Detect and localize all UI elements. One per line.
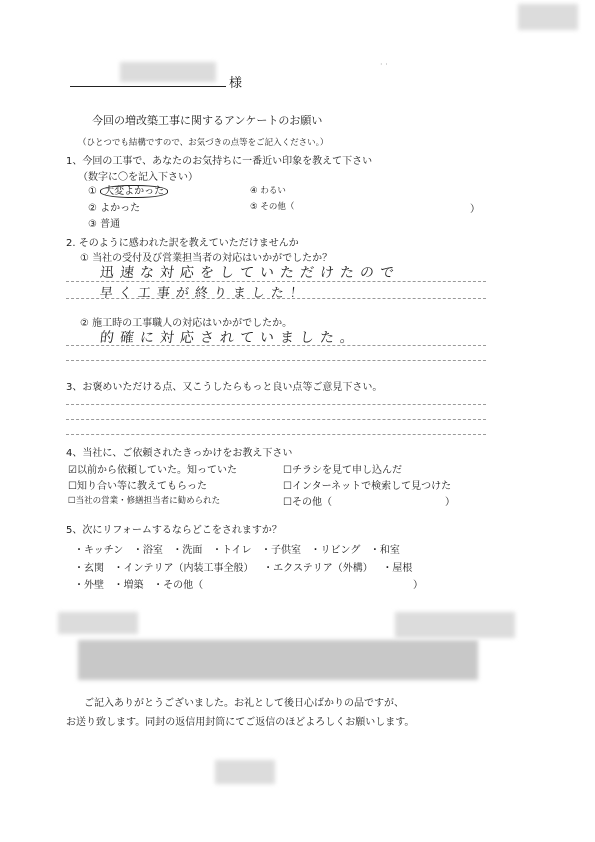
q5-item: ・増築 xyxy=(113,580,144,591)
redacted-block-2 xyxy=(78,640,478,680)
q1-option-label: 普通 xyxy=(100,219,121,230)
q1-option-number: ⑤ xyxy=(250,202,258,212)
q5-item: ・エクステリア（外構） xyxy=(263,563,373,574)
q5-row2 xyxy=(74,559,412,574)
q5-item: ・外壁 xyxy=(74,580,104,591)
q1-other-close: ） xyxy=(470,204,480,215)
recipient-underline xyxy=(70,86,226,87)
instruction-note: （ひとつでも結構ですので、お気づきの点等をご記入ください。） xyxy=(78,138,329,148)
q1-option-number: ④ xyxy=(250,186,258,196)
q1-text: 1、今回の工事で、あなたのお気持ちに一番近い印象を教えて下さい xyxy=(66,156,373,167)
q5-item: ・子供室 xyxy=(261,545,301,556)
q4-option-sales xyxy=(68,494,220,506)
stray-mark: · · xyxy=(380,60,388,69)
answer-line xyxy=(66,360,486,361)
q2-answer1-line2: 早く工事が終りました！ xyxy=(99,286,310,301)
redacted-corner xyxy=(518,4,578,30)
q5-item: ・浴室 xyxy=(132,545,163,556)
q4-option-label: 以前から依頼していた。知っていた xyxy=(76,465,237,476)
answer-line xyxy=(66,345,486,346)
checkbox: ☐ xyxy=(283,465,292,476)
checkbox: ☐ xyxy=(68,496,76,506)
q4-option-label: その他（ xyxy=(291,497,332,508)
page-title: 今回の増改築工事に関するアンケートのお願い xyxy=(92,114,323,127)
checkbox: ☐ xyxy=(283,481,292,492)
q1-option-2 xyxy=(88,199,140,214)
q4-option-previous xyxy=(68,461,237,476)
footer-line-1: ご記入ありがとうございました。お礼として後日心ばかりの品ですが、 xyxy=(84,698,404,709)
q4-option-flyer xyxy=(283,461,402,476)
q4-text: 4、当社に、ご依頼されたきっかけをお教え下さい xyxy=(66,448,293,459)
q5-item: ・玄関 xyxy=(74,563,104,574)
q1-option-label: よかった xyxy=(100,203,141,214)
q5-item: ・トイレ xyxy=(211,545,252,556)
q5-other-close: ） xyxy=(413,580,423,591)
checkbox: ☐ xyxy=(283,497,292,508)
q2-sub1: ① 当社の受付及び営業担当者の対応はいかがでしたか？ xyxy=(80,253,333,264)
checkbox: ☐ xyxy=(68,481,77,492)
answer-line xyxy=(66,419,486,420)
q5-item: ・キッチン xyxy=(74,545,124,556)
q4-option-label: チラシを見て申し込んだ xyxy=(291,465,402,476)
q4-option-label: 当社の営業・修繕担当者に勧められた xyxy=(75,496,221,506)
q2-text: 2. そのように感われた訳を教えていただけませんか xyxy=(66,238,299,249)
redacted-block-1 xyxy=(58,612,138,634)
q2-sub2: ② 施工時の工事職人の対応はいかがでしたか。 xyxy=(80,318,293,329)
q5-item: ・その他（ xyxy=(153,580,204,591)
q1-option-label-selected: 大変よかった xyxy=(100,185,168,198)
q5-row1 xyxy=(74,541,400,556)
q1-option-number: ③ xyxy=(88,219,97,230)
q4-option-label: 知り合い等に教えてもらった xyxy=(76,481,207,492)
checkbox-checked: ☑ xyxy=(68,465,77,476)
q4-option-label: インターネットで検索して見つけた xyxy=(291,481,452,492)
redacted-block-3 xyxy=(395,612,515,638)
q5-item: ・和室 xyxy=(369,545,400,556)
q1-option-4 xyxy=(250,184,286,196)
q5-item: ・屋根 xyxy=(382,563,413,574)
q1-option-5 xyxy=(250,200,294,212)
q4-other-close: ） xyxy=(445,497,455,508)
footer-line-2: お送り致します。同封の返信用封筒にてご返信のほどよろしくお願いします。 xyxy=(66,717,415,728)
q1-sub: （数字に〇を記入下さい） xyxy=(78,172,198,183)
honorific: 様 xyxy=(229,76,243,91)
q5-item: ・インテリア（内装工事全般） xyxy=(113,563,254,574)
answer-line xyxy=(66,434,486,435)
redacted-block-4 xyxy=(215,760,275,784)
q4-option-other xyxy=(283,493,332,508)
q4-option-acquaintance xyxy=(68,477,207,492)
q2-answer2: 的確に対応されていました。 xyxy=(99,330,361,346)
answer-line xyxy=(66,404,486,405)
q5-item: ・リビング xyxy=(310,545,361,556)
q1-option-number: ① xyxy=(88,186,97,197)
q3-text: 3、お褒めいただける点、又こうしたらもっと良い点等ご意見下さい。 xyxy=(66,382,383,393)
redacted-name xyxy=(120,62,216,82)
q1-option-1 xyxy=(88,182,168,197)
q4-option-internet xyxy=(283,477,451,492)
q1-option-number: ② xyxy=(88,203,97,214)
answer-line xyxy=(66,298,486,299)
q5-text: 5、次にリフォームするならどこをされますか？ xyxy=(66,525,282,536)
q2-answer1-line1: 迅速な対応をしていただけたので xyxy=(99,265,401,281)
q1-option-3 xyxy=(88,215,120,230)
q5-row3 xyxy=(74,576,203,591)
q1-option-label: わるい xyxy=(260,186,286,196)
q5-item: ・洗面 xyxy=(172,545,203,556)
q1-option-label: その他（ xyxy=(260,202,295,212)
